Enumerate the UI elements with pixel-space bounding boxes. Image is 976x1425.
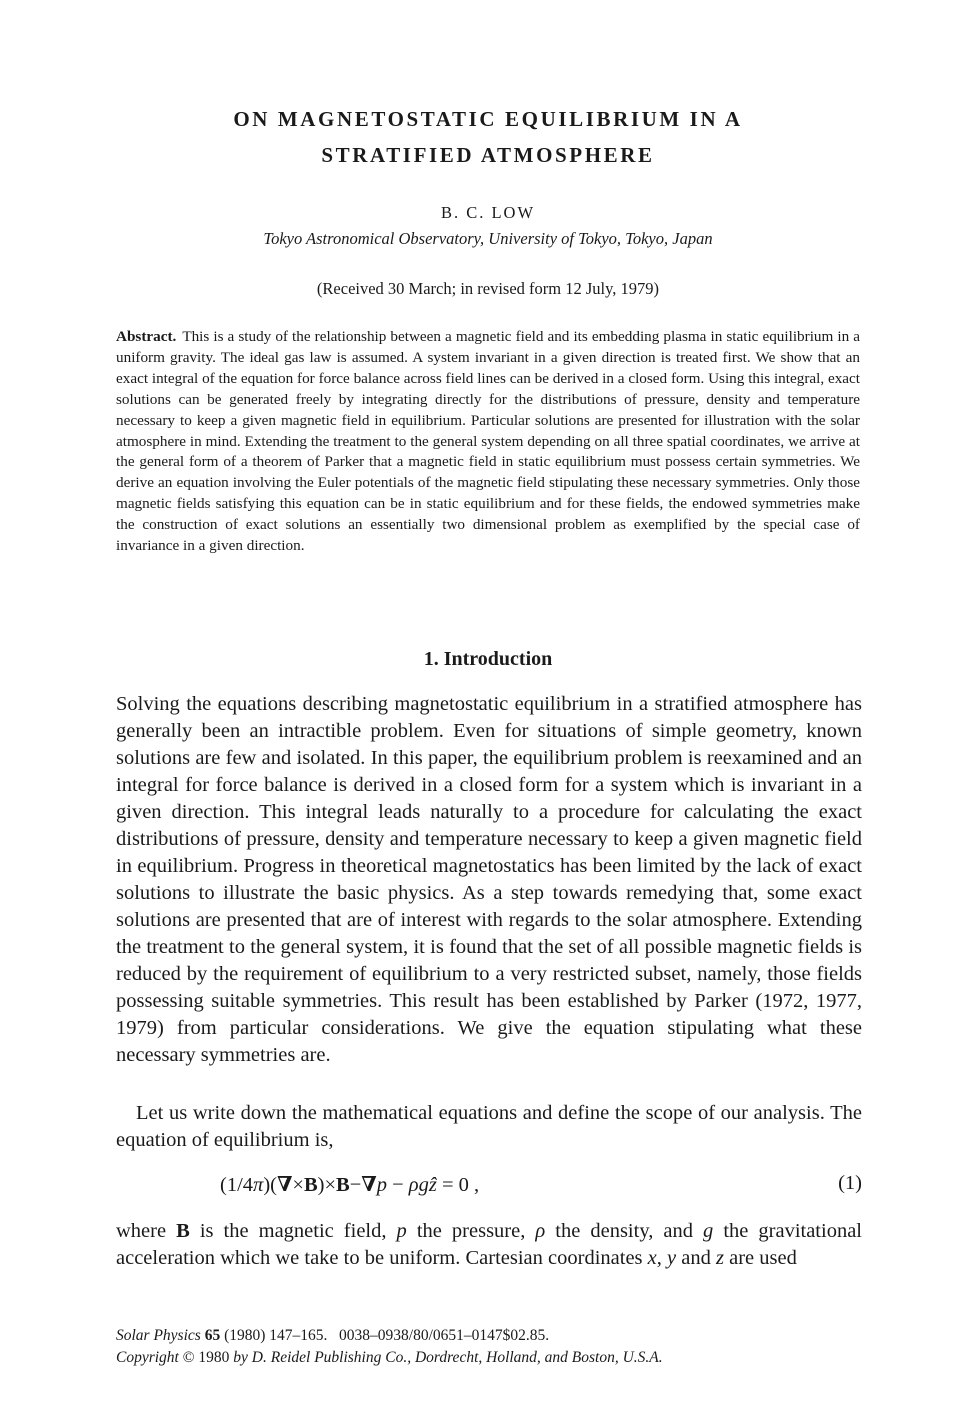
journal-citation: Solar Physics 65 (1980) 147–165. 0038–0938/80/0651–0147$02.85. <box>116 1327 550 1344</box>
equation-body: (1/4π)(∇×B)×B−∇p − ρgẑ = 0 , <box>220 1174 480 1196</box>
paper-title-line-1: ON MAGNETOSTATIC EQUILIBRIUM IN A <box>233 107 743 131</box>
paper-title-line-2: STRATIFIED ATMOSPHERE <box>321 143 655 167</box>
section-heading: 1. Introduction <box>423 648 553 670</box>
abstract-text: This is a study of the relationship between a magnetic field and its embedding plasma in static equilibrium in a uniform gravity. The ideal gas law is assumed. A system invariant in a given direction is treated first. We show that an exact integral of the equation for force balance across field lines can be derived in a closed form. Using this integral, exact solutions can be generated freely by integrating directly for the distributions of pressure, density and temperature necessary to keep a given magnetic field in equilibrium. Particular solutions are presented for illustration with the solar atmosphere in mind. Extending the treatment to the general system depending on all three spatial coordinates, we arrive at the general form of a theorem of Parker that a magnetic field in static equilibrium must possess certain symmetries. We derive an equation involving the Euler potentials of the magnetic field stipulating these necessary symmetries. Only those magnetic fields satisfying this equation can be in static equilibrium and for these fields, the endowed symmetries make the construction of exact solutions an essentially two dimensional problem as exemplified by the special case of invariance in a given direction. <box>116 328 860 555</box>
copyright-line: Copyright © 1980 by D. Reidel Publishing Co., Dordrecht, Holland, and Boston, U.S.A. <box>116 1349 663 1366</box>
intro-paragraph-1: Solving the equations describing magnetostatic equilibrium in a stratified atmosphere has generally been an intractible problem. Even for situations of simple geometry, known solutions are few and isolated. In this paper, the equilibrium problem is reexamined and an integral for force balance is derived in a closed form for a system which is invariant in a given direction. This integral leads naturally to a procedure for calculating the exact distributions of pressure, density and temperature necessary to keep a given magnetic field in equilibrium. Progress in theoretical magnetostatics has been limited by the lack of exact solutions to illustrate the basic physics. As a step towards remedying that, some exact solutions are presented that are of interest with regards to the solar atmosphere. Extending the treatment to the general system, it is found that the set of all possible magnetic fields is reduced by the requirement of equilibrium to a very restricted subset, namely, those fields possessing suitable symmetries. This result has been established by Parker (1972, 1977, 1979) from particular considerations. We give the equation stipulating what these necessary symmetries are. <box>116 693 862 1066</box>
intro-paragraph-2: Let us write down the mathematical equations and define the scope of our analysis. The equation of equilibrium is, <box>116 1102 862 1151</box>
equation-1 <box>116 1172 862 1200</box>
copyright-icon: © <box>182 1349 195 1366</box>
author-affiliation: Tokyo Astronomical Observatory, University of Tokyo, Tokyo, Japan <box>263 229 713 248</box>
abstract <box>116 327 860 557</box>
equation-number: (1) <box>838 1172 862 1194</box>
received-date: (Received 30 March; in revised form 12 July, 1979) <box>316 279 660 298</box>
author-name: B. C. LOW <box>440 203 536 222</box>
intro-paragraph-3: where B is the magnetic field, p the pressure, ρ the density, and g the gravitational acceleration which we take to be uniform. Cartesian coordinates x, y and z are used <box>116 1220 862 1269</box>
abstract-label: Abstract. <box>116 328 177 345</box>
